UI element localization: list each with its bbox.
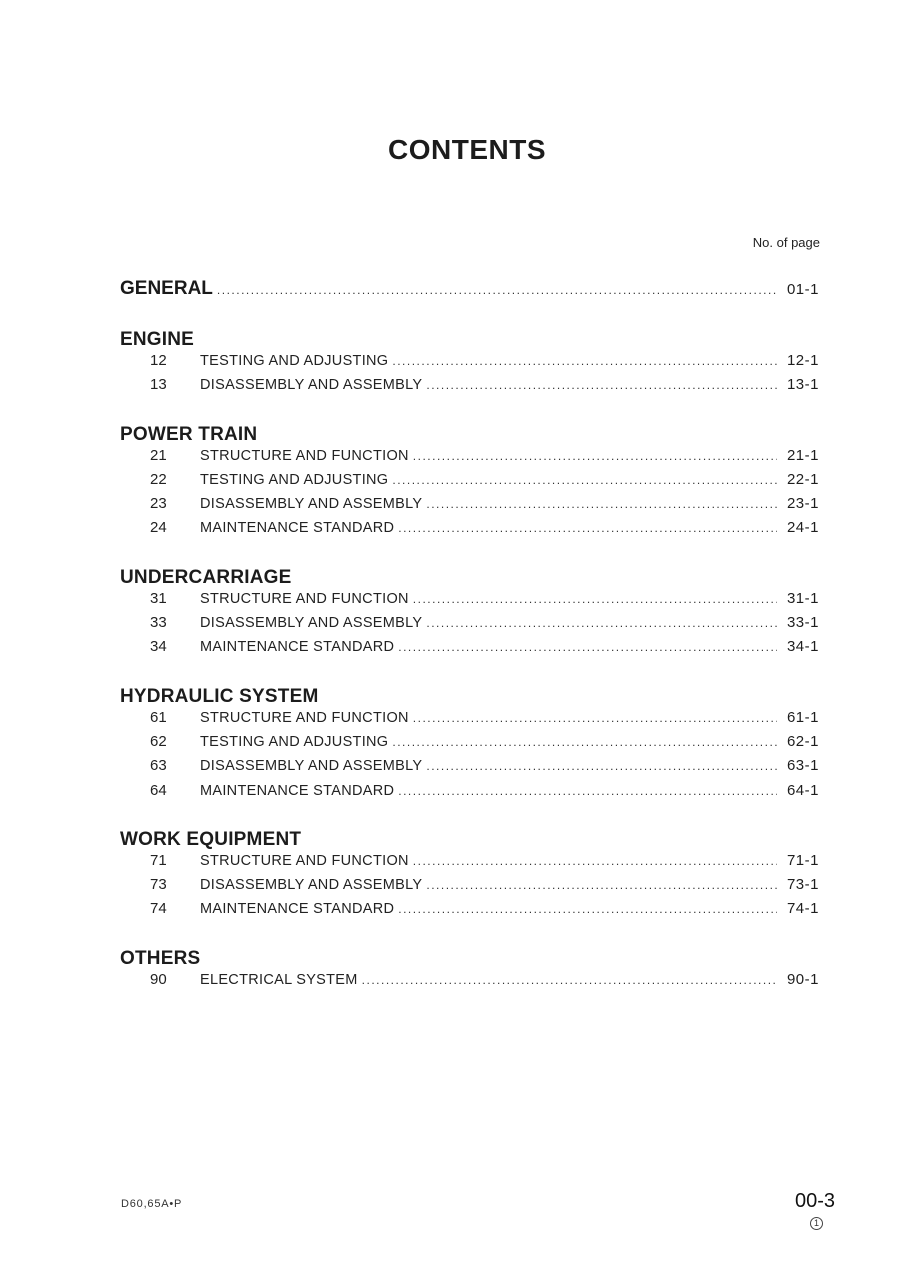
toc-entry-number: 13 bbox=[150, 376, 167, 394]
toc-entry[interactable] bbox=[120, 614, 819, 638]
toc-entry-label: MAINTENANCE STANDARD bbox=[200, 639, 395, 656]
toc-entry-label: TESTING AND ADJUSTING bbox=[200, 471, 389, 488]
dot-leader bbox=[426, 497, 777, 511]
toc-entry-page: 34-1 bbox=[786, 638, 819, 656]
toc-entry-label: STRUCTURE AND FUNCTION bbox=[200, 590, 409, 607]
toc-entry-number: 74 bbox=[150, 900, 167, 918]
toc-entry[interactable] bbox=[120, 447, 819, 471]
dot-leader bbox=[398, 902, 777, 916]
toc-entry-number: 23 bbox=[150, 495, 167, 513]
column-header-page-number: No. of page bbox=[752, 235, 820, 250]
toc-entry-label: DISASSEMBLY AND ASSEMBLY bbox=[200, 758, 423, 775]
table-of-contents bbox=[120, 278, 819, 995]
toc-entry-page: 90-1 bbox=[786, 970, 819, 988]
toc-entry[interactable] bbox=[120, 519, 819, 543]
dot-leader bbox=[398, 784, 777, 798]
toc-entry-page: 01-1 bbox=[786, 281, 819, 298]
toc-entry-page: 73-1 bbox=[786, 876, 819, 894]
toc-entry-label: MAINTENANCE STANDARD bbox=[200, 520, 395, 537]
toc-entry[interactable] bbox=[120, 733, 819, 757]
toc-entry-page: 13-1 bbox=[786, 376, 819, 394]
dot-leader bbox=[392, 473, 777, 487]
dot-leader bbox=[413, 711, 777, 725]
toc-section bbox=[120, 685, 819, 806]
toc-entry-number: 61 bbox=[150, 708, 167, 726]
dot-leader bbox=[426, 378, 777, 392]
toc-entry[interactable] bbox=[120, 590, 819, 614]
footer-page-number: 00-3 bbox=[794, 1190, 835, 1212]
toc-entry[interactable] bbox=[120, 495, 819, 519]
toc-section bbox=[120, 423, 819, 544]
toc-entry[interactable] bbox=[120, 638, 819, 662]
toc-entry-page: 62-1 bbox=[786, 732, 819, 750]
toc-entry-label: MAINTENANCE STANDARD bbox=[200, 782, 395, 799]
toc-entry-page: 12-1 bbox=[786, 352, 819, 369]
dot-leader bbox=[392, 735, 777, 749]
toc-entry-label: GENERAL bbox=[120, 278, 213, 299]
dot-leader bbox=[398, 640, 777, 654]
toc-entry-page: 61-1 bbox=[786, 708, 819, 726]
section-heading: WORK EQUIPMENT bbox=[120, 828, 302, 850]
dot-leader bbox=[392, 354, 777, 368]
toc-section bbox=[120, 947, 819, 995]
toc-entry-number: 33 bbox=[150, 614, 167, 632]
toc-entry-number: 63 bbox=[150, 757, 167, 775]
toc-entry-number: 73 bbox=[150, 876, 167, 894]
toc-entry-number: 24 bbox=[150, 519, 167, 537]
toc-section bbox=[120, 828, 819, 925]
toc-entry-number: 31 bbox=[150, 589, 167, 607]
toc-entry-number: 64 bbox=[150, 781, 167, 799]
toc-entry-page: 71-1 bbox=[786, 851, 819, 869]
toc-entry-number: 22 bbox=[150, 470, 167, 488]
toc-entry-label: DISASSEMBLY AND ASSEMBLY bbox=[200, 377, 423, 394]
toc-entry-label: TESTING AND ADJUSTING bbox=[200, 353, 389, 369]
toc-entry[interactable] bbox=[120, 852, 819, 876]
toc-entry-label: DISASSEMBLY AND ASSEMBLY bbox=[200, 615, 423, 632]
toc-entry-number: 21 bbox=[150, 446, 167, 464]
toc-entry[interactable] bbox=[120, 376, 819, 400]
revision-mark-icon: 1 bbox=[810, 1217, 823, 1230]
toc-entry[interactable] bbox=[120, 709, 819, 733]
toc-entry-page: 21-1 bbox=[786, 446, 819, 464]
toc-entry-page: 74-1 bbox=[786, 900, 819, 918]
toc-entry[interactable] bbox=[120, 900, 819, 924]
toc-entry-label: ELECTRICAL SYSTEM bbox=[200, 971, 358, 988]
dot-leader bbox=[217, 283, 777, 297]
toc-entry[interactable] bbox=[120, 757, 819, 781]
section-heading: UNDERCARRIAGE bbox=[120, 566, 292, 588]
dot-leader bbox=[426, 878, 777, 892]
toc-entry-page: 22-1 bbox=[786, 470, 819, 488]
toc-entry-number: 71 bbox=[150, 851, 167, 869]
dot-leader bbox=[413, 592, 777, 606]
toc-entry-number: 34 bbox=[150, 638, 167, 656]
section-heading: OTHERS bbox=[120, 947, 201, 969]
toc-entry-label: STRUCTURE AND FUNCTION bbox=[200, 852, 409, 869]
toc-section bbox=[120, 566, 819, 663]
toc-entry-page: 23-1 bbox=[786, 495, 819, 513]
toc-entry-label: MAINTENANCE STANDARD bbox=[200, 901, 395, 918]
section-heading: ENGINE bbox=[120, 329, 195, 350]
dot-leader bbox=[362, 973, 777, 987]
toc-entry-page: 63-1 bbox=[786, 757, 819, 775]
toc-entry-label: DISASSEMBLY AND ASSEMBLY bbox=[200, 877, 423, 894]
toc-section bbox=[120, 328, 819, 401]
toc-entry[interactable] bbox=[120, 471, 819, 495]
toc-sections bbox=[120, 328, 819, 995]
toc-entry[interactable] bbox=[120, 352, 819, 376]
footer-model-code: D60,65A•P bbox=[121, 1198, 183, 1210]
toc-entry-label: STRUCTURE AND FUNCTION bbox=[200, 447, 409, 464]
toc-entry-page: 33-1 bbox=[786, 614, 819, 632]
toc-entry-label: STRUCTURE AND FUNCTION bbox=[200, 709, 409, 726]
dot-leader bbox=[413, 449, 777, 463]
section-heading: HYDRAULIC SYSTEM bbox=[120, 685, 319, 707]
section-heading: POWER TRAIN bbox=[120, 423, 258, 445]
dot-leader bbox=[413, 854, 777, 868]
page-title: CONTENTS bbox=[388, 134, 546, 165]
toc-entry-page: 64-1 bbox=[786, 781, 819, 799]
toc-entry-label: TESTING AND ADJUSTING bbox=[200, 733, 389, 750]
dot-leader bbox=[426, 616, 777, 630]
toc-entry-label: DISASSEMBLY AND ASSEMBLY bbox=[200, 496, 423, 513]
toc-entry-number: 62 bbox=[150, 732, 167, 750]
toc-entry-general[interactable] bbox=[120, 278, 819, 302]
toc-entry[interactable] bbox=[120, 782, 819, 806]
dot-leader bbox=[398, 521, 777, 535]
toc-entry-page: 31-1 bbox=[786, 589, 819, 607]
toc-entry-number: 12 bbox=[150, 352, 167, 369]
dot-leader bbox=[426, 759, 777, 773]
toc-entry-number: 90 bbox=[150, 970, 167, 988]
toc-entry-page: 24-1 bbox=[786, 519, 819, 537]
toc-entry[interactable] bbox=[120, 971, 819, 995]
toc-entry[interactable] bbox=[120, 876, 819, 900]
